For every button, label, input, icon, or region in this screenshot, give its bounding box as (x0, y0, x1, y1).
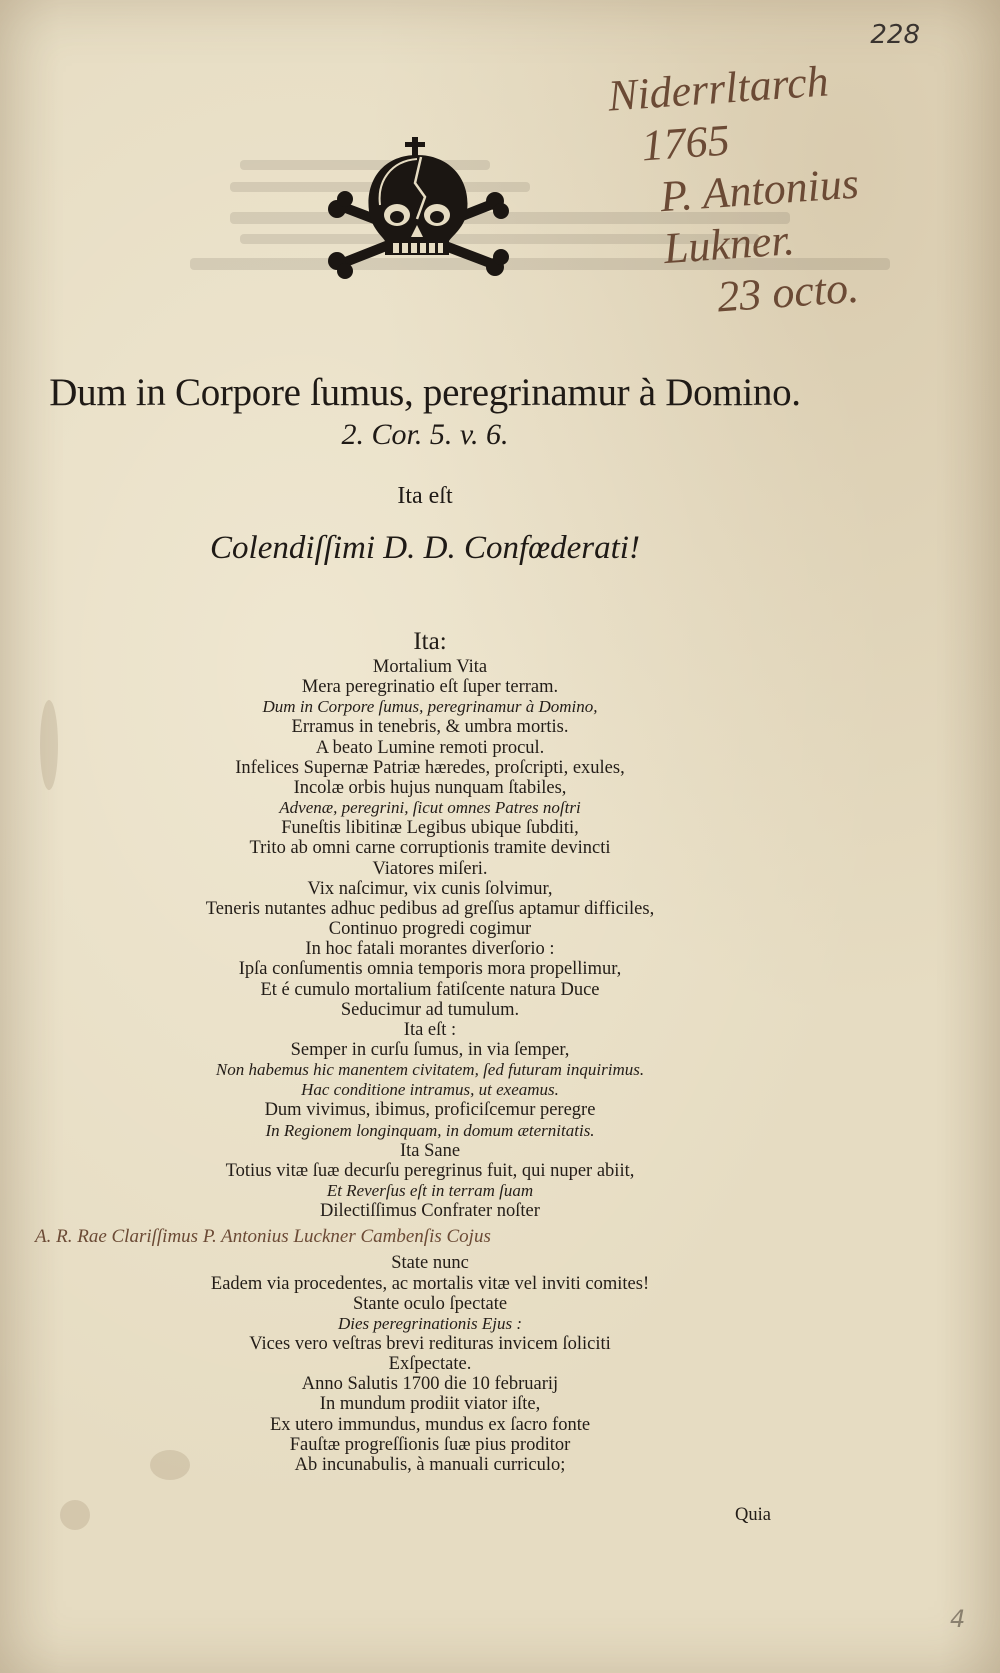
document-title: Dum in Corpore ſumus, peregrinamur à Domino. (49, 371, 801, 414)
body-line: State nunc (391, 1253, 469, 1274)
body-line: Dilectiſſimus Confrater noſter (320, 1201, 540, 1222)
body-line: Ab incunabulis, à manuali curriculo; (294, 1454, 566, 1475)
body-line: In Regionem longinquam, in domum æternitatis. (265, 1120, 595, 1140)
handwritten-line: Lukner. (662, 215, 797, 274)
body-line: Ex utero immundus, mundus ex ſacro fonte (269, 1414, 591, 1435)
body-line: Non habemus hic manentem civitatem, ſed futuram inquirimus. (215, 1060, 645, 1080)
paper-stain (60, 1500, 90, 1530)
handwritten-name-line: A. R. Rae Clariſſimus P. Antonius Luckner Cambenſis Cojus (35, 1226, 491, 1248)
body-line: Mera peregrinatio eſt ſuper terram. (301, 677, 559, 698)
body-line: Continuo progredi cogimur (328, 919, 532, 940)
skull-and-crossbones-icon (325, 135, 510, 280)
body-line: Et é cumulo mortalium fatiſcente natura Duce (260, 979, 600, 1000)
body-line: A beato Lumine remoti procul. (315, 737, 545, 758)
handwritten-annotation (606, 50, 923, 330)
body-line: Seducimur ad tumulum. (340, 999, 520, 1020)
body-line: Eadem via procedentes, ac mortalis vitæ vel inviti comites! (210, 1273, 650, 1294)
body-line: Et Reverſus eſt in terram ſuam (326, 1181, 534, 1201)
body-line: Mortalium Vita (372, 657, 488, 677)
body-line: Infelices Supernæ Patriæ hæredes, proſcripti, exules, (235, 757, 625, 778)
body-line: Incolæ orbis hujus nunquam ſtabiles, (293, 777, 567, 798)
body-line: Ita Sane (399, 1140, 461, 1161)
handwritten-line: Niderrltarch (606, 56, 831, 121)
body-line: Fauſtæ progreſſionis ſuæ pius proditor (289, 1434, 571, 1455)
body-line: Advenæ, peregrini, ſicut omnes Patres noſtri (279, 798, 581, 818)
body-line: Exſpectate. (388, 1354, 472, 1375)
body-line: Trito ab omni carne corruptionis tramite devincti (249, 838, 611, 859)
ita-est-line: Ita eſt (397, 483, 453, 509)
body-line: Dies peregrinationis Ejus : (338, 1313, 522, 1333)
body-line: Teneris nutantes adhuc pedibus ad greſſus aptamur difficiles, (205, 898, 655, 919)
salutation: Colendiſſimi D. D. Confœderati! (210, 530, 640, 566)
folio-number: 228 (870, 20, 920, 50)
body-line: Semper in curſu ſumus, in via ſemper, (290, 1039, 570, 1060)
body-line: Ipſa conſumentis omnia temporis mora propellimur, (238, 959, 622, 980)
body-line: Stante oculo ſpectate (352, 1293, 508, 1314)
body-line: Totius vitæ ſuæ decurſu peregrinus fuit, qui nuper abiit, (225, 1160, 635, 1181)
body-line: Ita: (413, 628, 447, 655)
body-line: Funeſtis libitinæ Legibus ubique ſubditi, (281, 818, 579, 839)
handwritten-line: 1765 (639, 115, 732, 171)
body-line: In hoc fatali morantes diverſorio : (305, 939, 555, 960)
body-line: Vix naſcimur, vix cunis ſolvimur, (307, 878, 553, 899)
body-line: Anno Salutis 1700 die 10 februarij (301, 1374, 559, 1395)
catchword: Quia (735, 1505, 771, 1525)
handwritten-line: 23 octo. (715, 262, 861, 322)
scripture-reference: 2. Cor. 5. v. 6. (341, 418, 509, 451)
corner-mark: 4 (950, 1605, 966, 1633)
body-line: Erramus in tenebris, & umbra mortis. (291, 717, 569, 738)
body-text (35, 628, 820, 1475)
body-line: Dum vivimus, ibimus, proficiſcemur peregre (264, 1100, 596, 1121)
body-line: Ita eſt : (403, 1019, 457, 1040)
body-line: Viatores miſeri. (372, 858, 488, 879)
body-line: In mundum prodiit viator iſte, (319, 1394, 541, 1415)
body-line: Hac conditione intramus, ut exeamus. (301, 1080, 559, 1100)
body-line: Dum in Corpore ſumus, peregrinamur à Domino, (262, 697, 598, 717)
body-line: Vices vero veſtras brevi redituras invicem ſoliciti (249, 1334, 611, 1354)
handwritten-line: P. Antonius (658, 158, 861, 222)
